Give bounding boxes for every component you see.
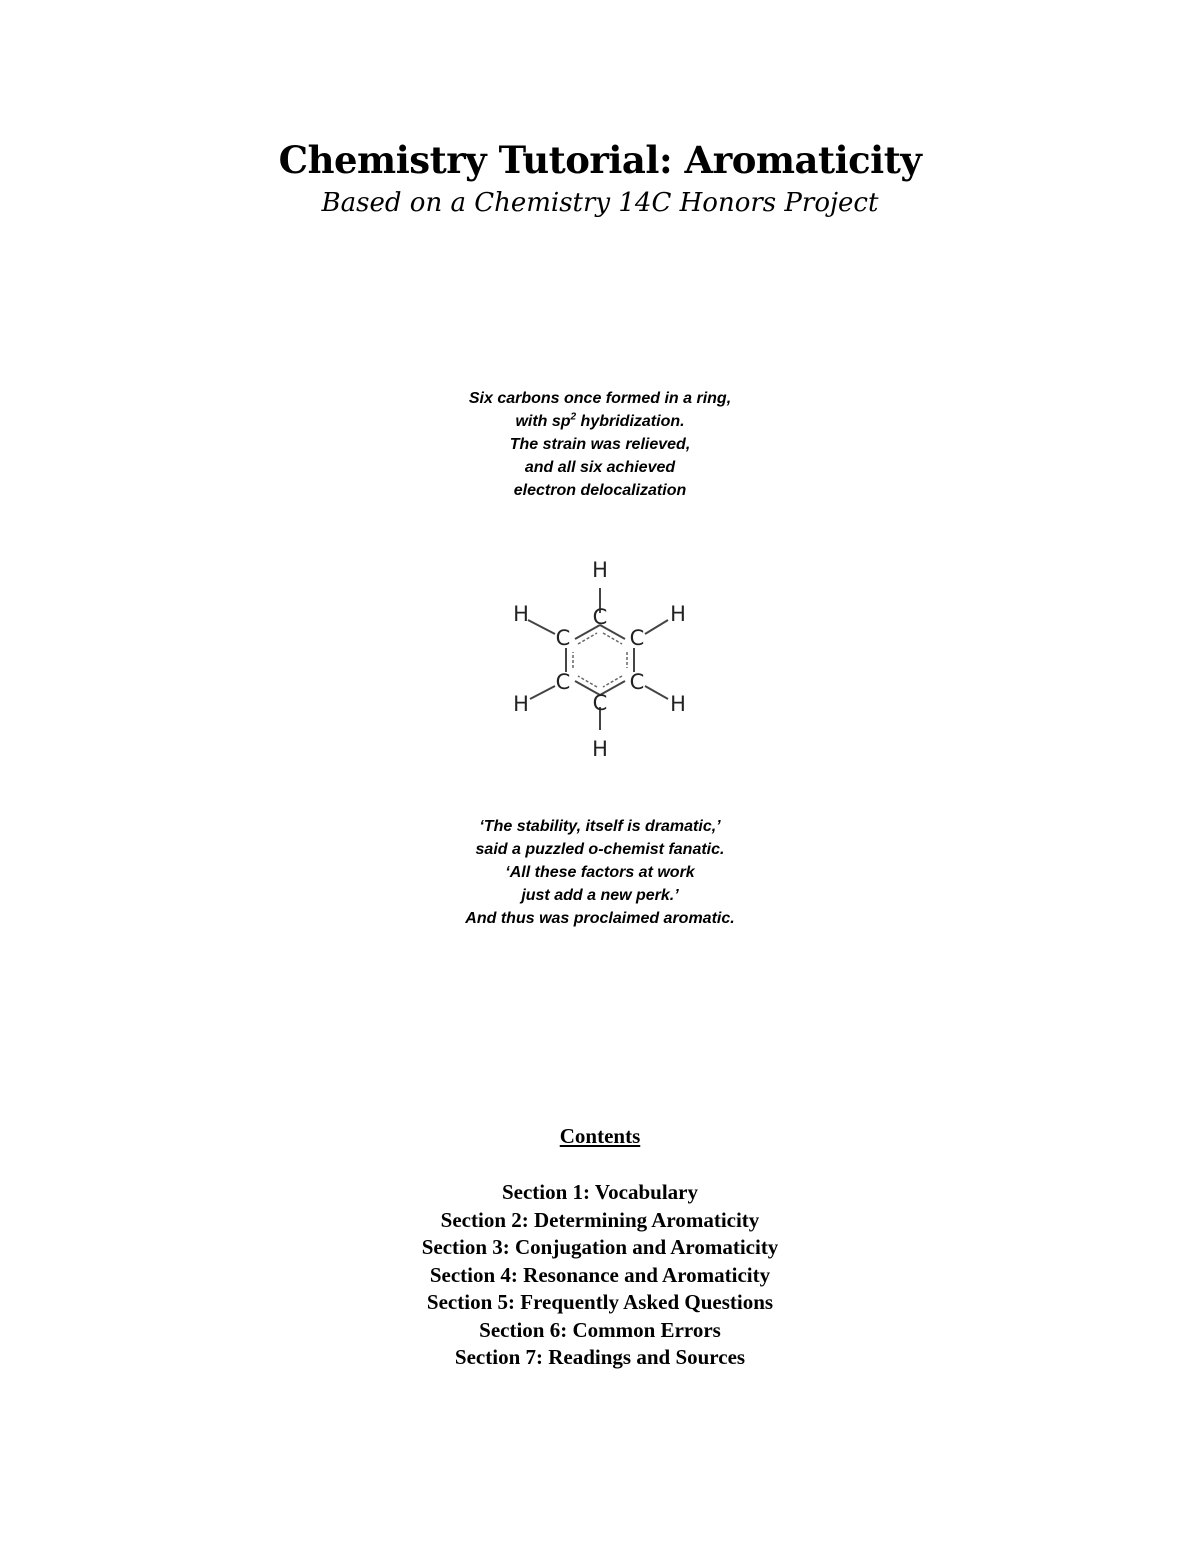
contents-item-section-5: Section 5: Frequently Asked Questions: [426, 1290, 774, 1314]
poem-line: ‘The stability, itself is dramatic,’: [479, 818, 721, 835]
ch-bond: [645, 620, 668, 634]
carbon-label: C: [555, 670, 571, 694]
contents-item-section-2: Section 2: Determining Aromaticity: [440, 1207, 760, 1232]
contents-item-section-4: Section 4: Resonance and Aromaticity: [429, 1262, 771, 1287]
poem-line: And thus was proclaimed aromatic.: [465, 910, 735, 927]
contents-item-section-6: Section 6: Common Errors: [479, 1317, 721, 1342]
hydrogen-label: H: [592, 737, 608, 761]
superscript: 2: [570, 411, 577, 423]
document-subtitle: Based on a Chemistry 14C Honors Project: [321, 188, 879, 218]
ch-bond: [528, 620, 555, 634]
hydrogen-label: H: [670, 602, 686, 626]
poem-line-text: hybridization.: [576, 413, 685, 430]
poem-first-stanza: [0, 387, 1200, 502]
poem-line: and all six achieved: [524, 459, 676, 476]
contents-item-section-7: Section 7: Readings and Sources: [454, 1345, 746, 1369]
contents-item-section-3: Section 3: Conjugation and Aromaticity: [421, 1235, 779, 1259]
carbon-label: C: [629, 670, 645, 694]
hydrogen-label: H: [592, 558, 608, 582]
carbon-label: C: [629, 626, 645, 650]
document-title: Chemistry Tutorial: Aromaticity: [278, 138, 922, 182]
poem-line: Six carbons once formed in a ring,: [468, 390, 732, 407]
carbon-label: C: [592, 605, 608, 629]
poem-second-stanza: [0, 815, 1200, 930]
benzene-structure: [500, 548, 700, 768]
hydrogen-label: H: [670, 692, 686, 716]
poem-line: said a puzzled o-chemist fanatic.: [475, 841, 725, 858]
poem-line: ‘All these factors at work: [505, 864, 695, 881]
hydrogen-label: H: [513, 602, 529, 626]
ch-bond: [530, 686, 555, 699]
ch-bond: [645, 686, 668, 699]
poem-line-text: with sp: [515, 413, 571, 430]
poem-line: electron delocalization: [513, 482, 687, 499]
contents-heading: Contents: [559, 1124, 641, 1148]
poem-line: just add a new perk.’: [521, 887, 679, 904]
poem-line: The strain was relieved,: [509, 436, 691, 453]
carbon-label: C: [592, 691, 608, 715]
contents-item-section-1: Section 1: Vocabulary: [501, 1180, 698, 1204]
poem-line: [0, 410, 1200, 433]
carbon-label: C: [555, 626, 571, 650]
contents-list: [0, 1179, 1200, 1372]
hydrogen-label: H: [513, 692, 529, 716]
